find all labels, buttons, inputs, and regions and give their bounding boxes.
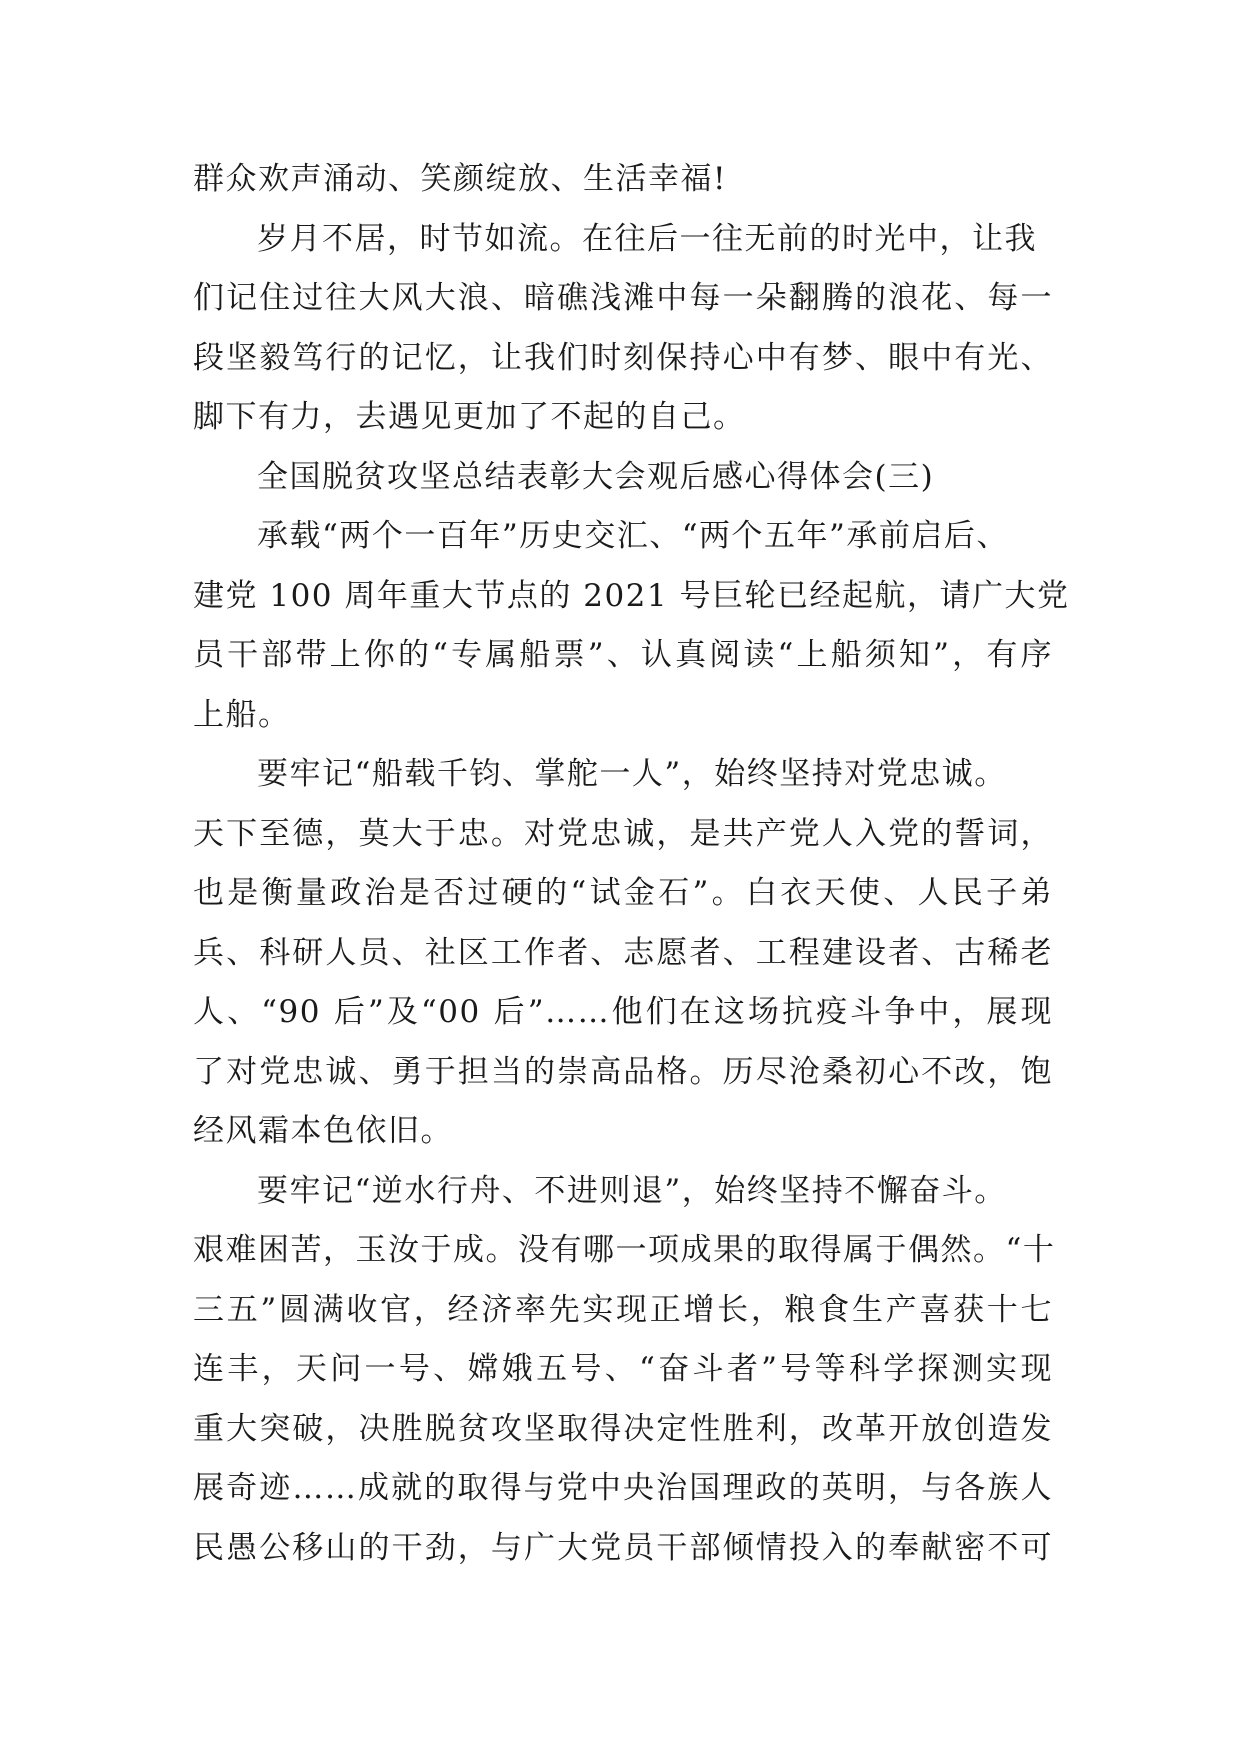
text-line: 展奇迹……成就的取得与党中央治国理政的英明，与各族人 (193, 1470, 1053, 1506)
text-line: 民愚公移山的干劲，与广大党员干部倾情投入的奉献密不可 (193, 1529, 1053, 1566)
text-line: 建党 100 周年重大节点的 2021 号巨轮已经起航，请广大党 (193, 577, 1070, 614)
text-line: 了对党忠诚、勇于担当的崇高品格。历尽沧桑初心不改，饱 (193, 1053, 1053, 1090)
text-line: 连丰，天问一号、嫦娥五号、“奋斗者”号等科学探测实现 (193, 1351, 1053, 1387)
text-line: 重大突破，决胜脱贫攻坚取得决定性胜利，改革开放创造发 (193, 1410, 1053, 1447)
text-line: 经风霜本色依旧。 (193, 1113, 453, 1149)
text-line: 群众欢声涌动、笑颜绽放、生活幸福! (193, 161, 727, 197)
text-line: 脚下有力，去遇见更加了不起的自己。 (193, 399, 746, 435)
text-line: 三五”圆满收官，经济率先实现正增长，粮食生产喜获十七 (193, 1291, 1053, 1328)
text-line: 上船。 (193, 696, 291, 733)
text-line: 段坚毅笃行的记忆，让我们时刻保持心中有梦、眼中有光、 (193, 339, 1053, 376)
text-line: 兵、科研人员、社区工作者、志愿者、工程建设者、古稀老 (193, 934, 1053, 971)
paragraph-first-line: 要牢记“逆水行舟、不进则退”，始终坚持不懈奋斗。 (257, 1172, 1007, 1209)
document-body (193, 150, 1070, 1578)
text-line: 员干部带上你的“专属船票”、认真阅读“上船须知”，有序 (193, 637, 1053, 673)
text-line: 艰难困苦，玉汝于成。没有哪一项成果的取得属于偶然。“十 (193, 1232, 1056, 1268)
paragraph-first-line: 岁月不居，时节如流。在往后一往无前的时光中，让我 (257, 220, 1037, 257)
text-line: 们记住过往大风大浪、暗礁浅滩中每一朵翻腾的浪花、每一 (193, 280, 1053, 316)
paragraph-first-line: 承载“两个一百年”历史交汇、“两个五年”承前启后、 (257, 518, 1009, 554)
text-line: 人、“90 后”及“00 后”……他们在这场抗疫斗争中，展现 (193, 994, 1053, 1030)
section-title: 全国脱贫攻坚总结表彰大会观后感心得体会(三) (257, 458, 935, 495)
text-line: 也是衡量政治是否过硬的“试金石”。白衣天使、人民子弟 (193, 875, 1053, 911)
text-line: 天下至德，莫大于忠。对党忠诚，是共产党人入党的誓词， (193, 815, 1053, 852)
paragraph-first-line: 要牢记“船载千钧、掌舵一人”，始终坚持对党忠诚。 (257, 756, 1007, 792)
